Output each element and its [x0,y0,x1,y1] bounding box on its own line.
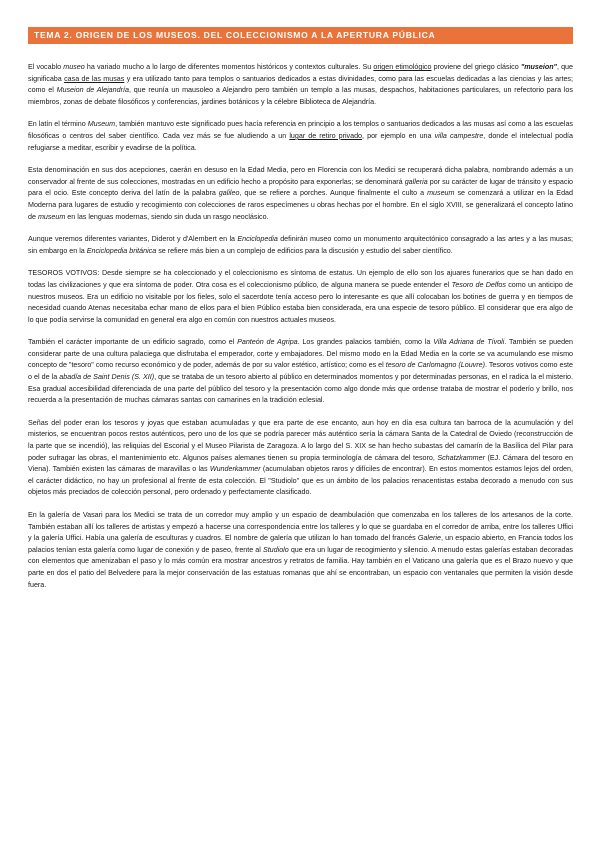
text-run: se refiere más bien a un complejo de edificios para la discusión y estudio del saber científico. [156,246,453,255]
text-run: en las lenguas modernas, siendo sin duda un rasgo neoclásico. [65,212,269,221]
text-run: , por ejemplo en una [362,131,435,140]
text-run: galileo [218,189,240,198]
text-run: ha variado mucho a lo largo de diferentes momentos históricos y contextos culturales. Su [84,63,374,71]
text-run: Wunderkammer [209,465,261,474]
text-run: Museum [87,120,116,129]
text-run: El vocablo [28,63,64,71]
text-run: se comenzará a utilizar en la Edad Moderna para lugares de estudio y recogimiento con colecciones de raros especímenes u obras hechas por el hombre. En el siglo XVIII, se generalizará el concepto latino de [28,189,573,221]
paragraph-1 [28,62,573,108]
text-run: museum [427,189,455,198]
text-run: Museion de Alejandría [56,86,129,95]
text-run: (acumulaban objetos raros y difíciles de encontrar). En estos momentos estamos lejos del orden, el carácter didáctico, no hay un profesional al frente de esta colección. El "Studiolo" que es un ámbito de los palacios renacentistas estaba decorado a menudo con sus objetos más preciados de colección personal, pero ordenado y perfectamente clasificado. [28,465,573,497]
text-run: origen etimológico [373,63,432,71]
text-run: Enciclopedia británica [86,246,157,255]
text-run: Enciclopedia [237,235,278,244]
text-run: . También se pueden considerar parte de una cultura palaciega que disfrutaba el emperador, corte y embajadores. Del mismo modo en la Edad Media en la corte se va acumulando ese mismo concepto de "tesoro" como recurso económico y de poder, además de por su valor estético, artístico; como es el [28,338,573,370]
text-run: En latín el término [28,120,88,129]
paragraph-7 [28,418,573,499]
paragraph-5 [28,268,573,326]
text-run: "museion" [520,63,557,71]
text-run: En la galería de Vasari para los Medici se trata de un corredor muy amplio y un espacio de deambulación que comenzaba en los talleres de los artesanos de la corte. También estaban allí los talleres de artistas y empezó a hacerse una correspondencia entre los talleres y lo que se guardaba en el corredor de arriba, entre los talleres Uffici y la galería Uffici. Había una galería de esculturas y cuadros. El nombre de galería que utilizan lo han tomado del francés [28,511,573,543]
text-run: y era utilizado tanto para templos o santuarios dedicados a estas divinidades, como para las escuelas dedicadas a las ciencias y las artes; como el [28,74,573,95]
paragraph-6 [28,337,573,407]
text-run: , que se refiere a porches. Aunque finalmente el culto a [239,189,428,198]
text-run: , también mantuvo este significado pues hacía referencia en principio a los templos o santuarios dedicados a las musas así como a las escuelas filosóficas o centros del saber científico. Cada vez más se fue aludiendo a un [28,120,573,140]
text-run: , que significaba [28,63,573,83]
text-run: Galerie [417,534,441,543]
paragraph-3 [28,165,573,223]
text-run: Schatzkammer [437,453,485,462]
text-run: Tesoro de Delfos [451,280,506,289]
text-run: lugar de retiro privado [289,131,363,140]
text-run: También el carácter importante de un edificio sagrado, como el [28,338,238,347]
text-run: definirán museo como un monumento arquitectónico consagrado a las artes y a las musas; sin embargo en la [28,235,573,255]
text-run: Villa Adriana de Tívoli [433,338,505,347]
text-run: , donde el intelectual podía refugiarse a meditar, escribir y evadirse de la política. [28,131,574,152]
text-run: Aunque veremos diferentes variantes, Diderot y d'Alembert en la [28,235,238,244]
text-run: casa de las musas [64,74,125,83]
text-run: museum [37,212,66,221]
text-run: , que reunía un mausoleo a Alejandro pero también un templo a las musas, despachos, habitaciones particulares, un refectorio para los miembros, zonas de debate filosóficos y conferencias, jardines botánicos y la célebre Biblioteca de Alejandría. [28,86,573,106]
paragraph-4 [28,234,573,257]
section-title-banner: TEMA 2. ORIGEN DE LOS MUSEOS. DEL COLECCIONISMO A LA APERTURA PÚBLICA [28,27,573,44]
text-run: . Los grandes palacios también, como la [297,338,434,347]
text-run: , que se trataba de un tesoro abierto al público en determinados momentos y por determinadas personas, en el radica la el misterio. Esa gradual accesibilidad diferenciada de una parte del público del tesoro y la presentación como algo donde más que ordense trataba de mostrar el poderío y brillo, nos recuerda a la presentación de muchas cámaras santas con camarines en la tradición eclesial. [28,373,574,405]
text-run: que era un lugar de recogimiento y silencio. A menudo estas galerías estaban decoradas con elementos que amenizaban el paso y lo más común era mostrar ancestros y retratos de familia. Hay también en el Vaticano una galería que es el Brazo nuevo y que parte en dos el patio del Belvedere para la mejor conservación de las estatuas romanas que ahí se encontraban, un espacio con ventanales que permiten la visión desde fuera. [28,545,573,589]
text-run: villa campestre [434,131,484,140]
text-run: Panteón de Agripa [237,338,298,347]
text-run: como un anticipo de nuestros museos. Era un edificio no visitable por los fieles, solo el sacerdote tenía acceso pero lo interesante es que allí colocaban los botines de guerra y en tiempos de necesidad cuando Atenas necesitaba echar mano de ellos para el bien Público estaba bien considerada, era una especie de tesoro público. El considerar que era algo de lo que podía servirse la comunidad en general era algo en común con nuestros actuales museos. [28,280,574,324]
text-run: galleria [404,177,428,186]
text-run: Studiolo [262,545,289,554]
text-run: . Tesoros votivos como este o el de la [28,361,573,382]
text-run: tesoro de Carlomagno (Louvre) [385,361,485,370]
text-run: , un espacio abierto, en Francia todos los palacios tenían esta galería como lugar de conexión y de paseo, frente al [28,534,573,554]
document-body [28,62,573,591]
text-run: por su carácter de lugar de tránsito y espacio para el ocio. Este concepto deriva del latín de la palabra [28,177,574,198]
document-page [28,27,573,602]
text-run: TESOROS VOTIVOS: Desde siempre se ha coleccionado y el coleccionismo es síntoma de estatus. Un ejemplo de ello son los ajuares funerarios que se han dado en todas las civilizaciones y que era síntoma de poder. Otra cosa es el coleccionismo público, de alguna manera se puede entender el [28,269,573,289]
text-run: museo [63,63,85,71]
text-run: (EJ. Cámara del tesoro en Viena). También existen las cámaras de maravillas o las [28,453,573,474]
text-run: Esta denominación en sus dos acepciones, caerán en desuso en la Edad Media, pero en Florencia con los Medici se recuperará dicha palabra, nombrando además a un conservador al frente de sus colecciones, mostradas en un edificio hecho a propósito para exponerlas; se denominará [28,166,573,186]
paragraph-2 [28,119,573,154]
paragraph-8 [28,510,573,591]
text-run: abadía de Saint Denis (S. XII) [59,373,155,382]
text-run: Señas del poder eran los tesoros y joyas que estaban acumuladas y que era parte de ese encanto, aun hoy en día esa cultura tan barroca de la acumulación y del misterios, se encuentran pocos restos auténticos, pero uno de los que se podría parecer más auténtico sería la cámara Santa de la Catedral de Oviedo (reconstrucción de la parte que se incendió), las reliquias del Escorial y el Museo Pilarista de Zaragoza. A lo largo del S. XIX se han hecho subastas del camarín de la Basílica del Pilar para poder sufragar las obras, el mantenimiento etc. Algunos países alemanes tienen su propia terminología de cámara del tesoro, [28,418,573,462]
text-run: proviene del griego clásico [431,63,521,71]
